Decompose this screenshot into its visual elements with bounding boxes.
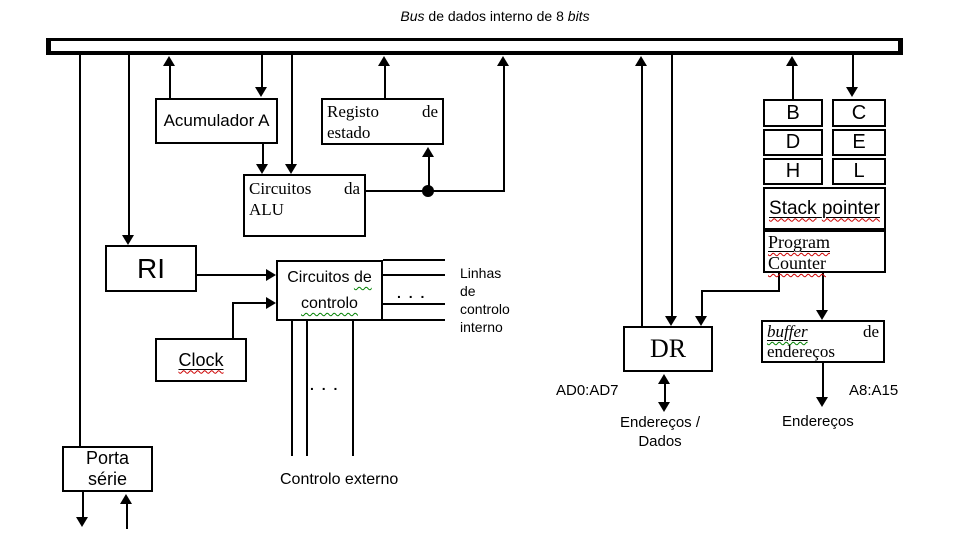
arrowhead-up <box>120 494 132 504</box>
connector-line <box>701 290 703 317</box>
status-register-label-1: Registo <box>327 102 379 121</box>
internal-control-lines-label-4: interno <box>460 319 503 335</box>
connector-line <box>822 363 824 398</box>
connector-line <box>232 302 268 304</box>
serial-port-box <box>62 446 153 492</box>
stack-pointer-word1: Stack <box>769 197 817 219</box>
connector-line <box>503 64 505 192</box>
arrowhead-down <box>76 517 88 527</box>
connector-line <box>232 302 234 338</box>
arrowhead-down <box>285 164 297 174</box>
bus-title-middle: de dados interno de 8 <box>424 8 568 24</box>
connector-line <box>291 321 293 456</box>
program-counter-label-2: Counter <box>768 253 826 273</box>
connector-line <box>383 259 445 261</box>
accumulator-label: Acumulador A <box>163 111 270 130</box>
arrowhead-up <box>163 56 175 66</box>
connector-line <box>664 383 666 403</box>
register-e-label: E <box>852 131 866 153</box>
arrowhead-down <box>695 316 707 326</box>
serial-port-label: Porta série <box>85 448 130 489</box>
stack-pointer-word2: pointer <box>821 197 880 219</box>
alu-label-1: Circuitos <box>249 179 312 198</box>
clock-label: Clock <box>178 349 224 370</box>
addresses-data-label-1: Endereços / <box>619 414 701 431</box>
data-register-box <box>623 326 713 372</box>
arrowhead-up <box>786 56 798 66</box>
connector-line <box>383 274 445 276</box>
program-counter-label-1: Program <box>768 232 830 252</box>
connector-line <box>197 274 267 276</box>
ad-bus-label: AD0:AD7 <box>556 382 619 399</box>
connector-line <box>383 303 445 305</box>
register-l-label: L <box>853 160 865 182</box>
arrowhead-up <box>635 56 647 66</box>
alu-label-3: ALU <box>249 200 284 219</box>
arrowhead-down <box>256 164 268 174</box>
register-b-label: B <box>786 101 800 124</box>
address-buffer-label-3: endereços <box>767 342 835 361</box>
connector-line <box>169 64 171 98</box>
control-circuits-label-2: de <box>353 269 372 286</box>
instruction-register-box <box>105 245 197 292</box>
a-bus-label: A8:A15 <box>849 382 899 399</box>
connector-line <box>352 321 354 456</box>
addresses-data-label <box>600 413 720 451</box>
address-buffer-box <box>761 320 885 363</box>
register-l-cell <box>832 158 886 185</box>
connector-line <box>306 321 308 456</box>
junction-dot <box>422 185 434 197</box>
stack-pointer-box <box>763 187 886 230</box>
addresses-data-label-2: Dados <box>638 433 682 450</box>
connector-line <box>261 55 263 88</box>
arrowhead-down <box>846 87 858 97</box>
register-e-cell <box>832 129 886 156</box>
addresses-label: Endereços <box>782 413 854 430</box>
bus-title-italic2: bits <box>567 8 590 24</box>
alu-box <box>243 174 366 237</box>
register-c-cell <box>832 99 886 127</box>
control-circuits-box <box>276 260 383 321</box>
register-h-cell <box>763 158 823 185</box>
address-buffer-label-1: buffer <box>767 322 808 341</box>
program-counter-box <box>763 230 886 273</box>
internal-control-lines-label <box>460 264 510 336</box>
arrowhead-right <box>266 269 276 281</box>
arrowhead-down <box>816 310 828 320</box>
internal-control-lines-label-1: Linhas <box>460 265 502 281</box>
arrowhead-down <box>255 87 267 97</box>
connector-line <box>852 55 854 88</box>
connector-line <box>383 319 445 321</box>
connector-line <box>366 190 504 192</box>
connector-line <box>82 492 84 518</box>
connector-line <box>792 64 794 99</box>
ellipsis-internal-lines: . . . <box>397 285 427 301</box>
connector-line <box>384 64 386 98</box>
control-circuits-label-3: controlo <box>301 295 358 312</box>
connector-line <box>291 55 293 165</box>
arrowhead-down <box>665 316 677 326</box>
alu-label-2: da <box>343 179 360 198</box>
status-register-label-2: de <box>421 102 438 121</box>
arrowhead-right <box>266 297 276 309</box>
arrowhead-up <box>378 56 390 66</box>
ellipsis-external-lines: . . . <box>310 377 340 393</box>
connector-line <box>671 55 673 316</box>
status-register-box <box>321 98 444 145</box>
register-d-label: D <box>785 131 801 153</box>
accumulator-box <box>155 98 278 144</box>
bus-title-italic1: Bus <box>400 8 425 24</box>
clock-box <box>155 338 247 382</box>
data-register-label: DR <box>649 334 687 363</box>
control-circuits-label-1: Circuitos <box>287 269 350 286</box>
arrowhead-down <box>122 235 134 245</box>
address-buffer-label-2: de <box>862 322 879 341</box>
connector-line <box>641 64 643 326</box>
arrowhead-up <box>497 56 509 66</box>
register-c-label: C <box>851 101 867 124</box>
instruction-register-label: RI <box>137 252 165 284</box>
connector-line <box>128 55 130 236</box>
connector-line <box>126 503 128 529</box>
connector-line <box>822 273 824 311</box>
bus-title <box>300 8 690 24</box>
status-register-label-3: estado <box>327 123 371 142</box>
register-b-cell <box>763 99 823 127</box>
arrowhead-down <box>658 402 670 412</box>
arrowhead-down <box>816 397 828 407</box>
register-h-label: H <box>785 160 801 182</box>
connector-line <box>428 156 430 186</box>
internal-control-lines-label-3: controlo <box>460 301 510 317</box>
connector-line <box>701 290 780 292</box>
connector-line <box>262 144 264 165</box>
register-d-cell <box>763 129 823 156</box>
internal-control-lines-label-2: de <box>460 283 476 299</box>
arrowhead-up <box>422 147 434 157</box>
external-control-label: Controlo externo <box>280 471 399 488</box>
data-bus <box>46 38 903 55</box>
connector-line <box>79 55 81 446</box>
